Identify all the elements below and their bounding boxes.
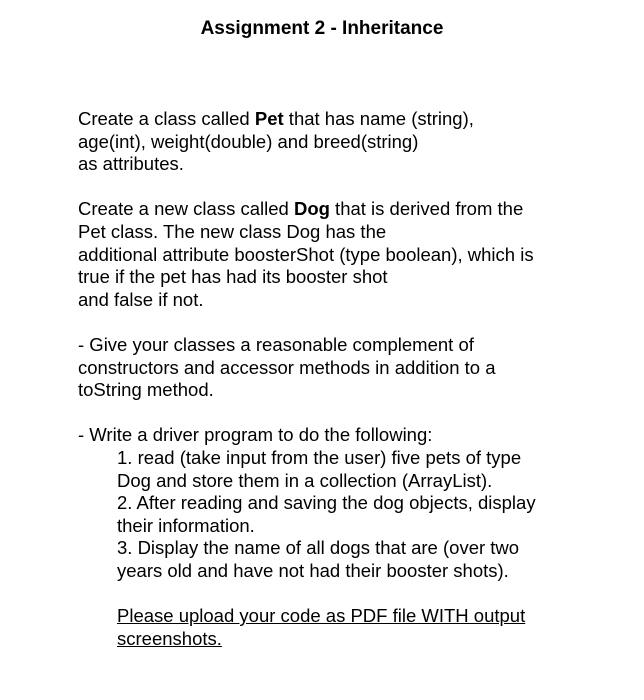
text-line: Pet class. The new class Dog has the [78, 220, 387, 242]
methods-paragraph [78, 334, 578, 402]
text-line: Dog and store them in a collection (ArrayList). [117, 469, 493, 491]
upload-note-line: screenshots. [117, 627, 222, 649]
pet-class-paragraph [78, 108, 578, 176]
text-line: toString method. [78, 379, 214, 401]
upload-note [78, 605, 578, 650]
driver-program-paragraph [78, 424, 578, 582]
text-line: additional attribute boosterShot (type boolean), which is [78, 243, 534, 265]
text-line: - Write a driver program to do the following: [78, 424, 433, 446]
text-line: and false if not. [78, 288, 204, 310]
pet-keyword: Pet [254, 108, 284, 129]
dog-class-paragraph [78, 198, 578, 311]
text-line: constructors and accessor methods in addition to a [78, 356, 496, 378]
text-line: age(int), weight(double) and breed(string) [78, 130, 419, 152]
text-line: true if the pet has had its booster shot [78, 266, 388, 288]
page-title: Assignment 2 - Inheritance [200, 18, 444, 39]
dog-keyword: Dog [293, 198, 330, 220]
text-line: years old and have not had their booster shots). [117, 559, 509, 581]
assignment-body [78, 108, 578, 673]
text-line: - Give your classes a reasonable complement of [78, 333, 474, 355]
list-item: 2. After reading and saving the dog objects, display [117, 492, 536, 514]
text-line: Create a new class called Dog that is derived from the [78, 198, 524, 220]
text-line: their information. [117, 514, 255, 536]
list-item: 1. read (take input from the user) five pets of type [117, 446, 522, 468]
text-line: Create a class called Pet that has name (string), [78, 108, 474, 129]
list-item: 3. Display the name of all dogs that are (over two [117, 537, 520, 559]
text-line: as attributes. [78, 153, 184, 175]
upload-note-line: Please upload your code as PDF file WITH output [117, 605, 526, 627]
